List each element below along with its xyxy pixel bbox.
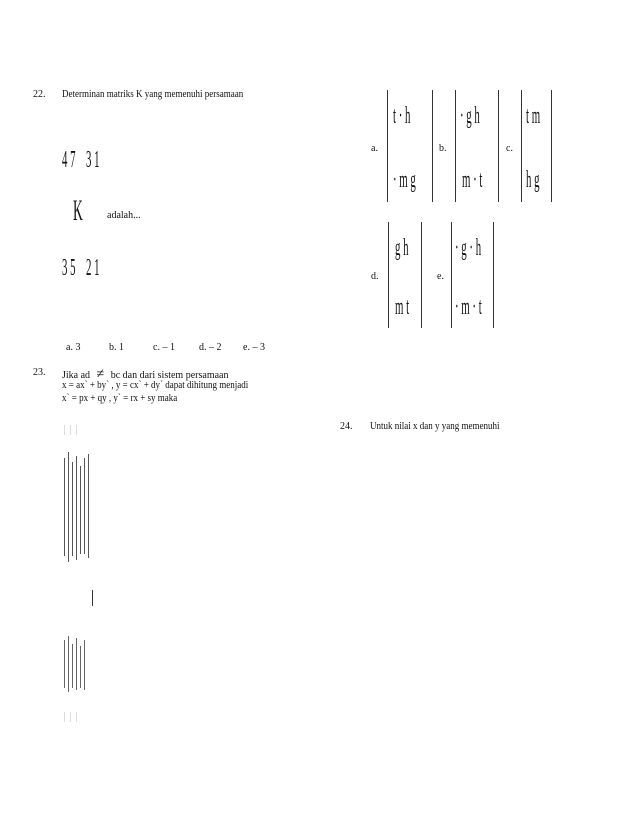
option-a-label: a. — [371, 143, 378, 154]
q23-line1-b: bc dan dari sistem persamaan — [110, 370, 229, 381]
q22-eq-left-row1: 4 7 — [62, 147, 76, 173]
matrix-e-row2: · m · t — [455, 294, 482, 320]
matrix-a-left-bracket — [387, 90, 388, 202]
matrix-d-row2: m t — [395, 294, 410, 320]
q24-number: 24. — [340, 421, 353, 432]
q22-option-b: b. 1 — [109, 342, 124, 353]
q22-option-e: e. – 3 — [243, 342, 265, 353]
option-b-label: b. — [439, 143, 447, 154]
matrix-d-left-bracket — [388, 222, 389, 328]
q22-number: 22. — [33, 89, 46, 100]
q22-option-d: d. – 2 — [199, 342, 222, 353]
matrix-b-row1: · g h — [460, 103, 480, 129]
matrix-e-right-bracket — [493, 222, 494, 328]
matrix-c-row1: t m — [526, 103, 541, 129]
option-c-label: c. — [506, 143, 513, 154]
option-e-label: e. — [437, 271, 444, 282]
matrix-c-row2: h g — [526, 167, 540, 193]
q23-number: 23. — [33, 367, 46, 378]
matrix-a-row1: t · h — [393, 103, 411, 129]
q22-eq-k: K — [73, 194, 83, 227]
q22-eq-right-row1: 3 1 — [86, 147, 100, 173]
not-equal-sign: ≠ — [96, 367, 105, 382]
q24-text: Untuk nilai x dan y yang memenuhi — [370, 421, 500, 432]
matrix-c-right-bracket — [551, 90, 552, 202]
q22-adalah: adalah... — [107, 210, 141, 221]
q22-text: Determinan matriks K yang memenuhi persamaan — [62, 89, 244, 100]
matrix-d-right-bracket — [421, 222, 422, 328]
matrix-e-row1: · g · h — [455, 235, 482, 261]
q23-line3: x` = px + qy , y` = rx + sy maka — [62, 393, 178, 404]
matrix-e-left-bracket — [451, 222, 452, 328]
q22-eq-right-row2: 2 1 — [86, 255, 100, 281]
q23-line2: x = ax` + by` , y = cx` + dy` dapat dihitung menjadi — [62, 380, 249, 391]
matrix-a-right-bracket — [432, 90, 433, 202]
q22-option-c: c. – 1 — [153, 342, 175, 353]
q22-eq-left-row2: 3 5 — [62, 255, 76, 281]
matrix-c-left-bracket — [521, 90, 522, 202]
q23-line1-a: Jika ad — [62, 370, 91, 381]
matrix-d-row1: g h — [395, 235, 409, 261]
q22-option-a: a. 3 — [66, 342, 81, 353]
matrix-b-right-bracket — [498, 90, 499, 202]
matrix-b-row2: m · t — [462, 167, 483, 193]
option-d-label: d. — [371, 271, 379, 282]
matrix-a-row2: · m g — [393, 167, 416, 193]
matrix-b-left-bracket — [455, 90, 456, 202]
